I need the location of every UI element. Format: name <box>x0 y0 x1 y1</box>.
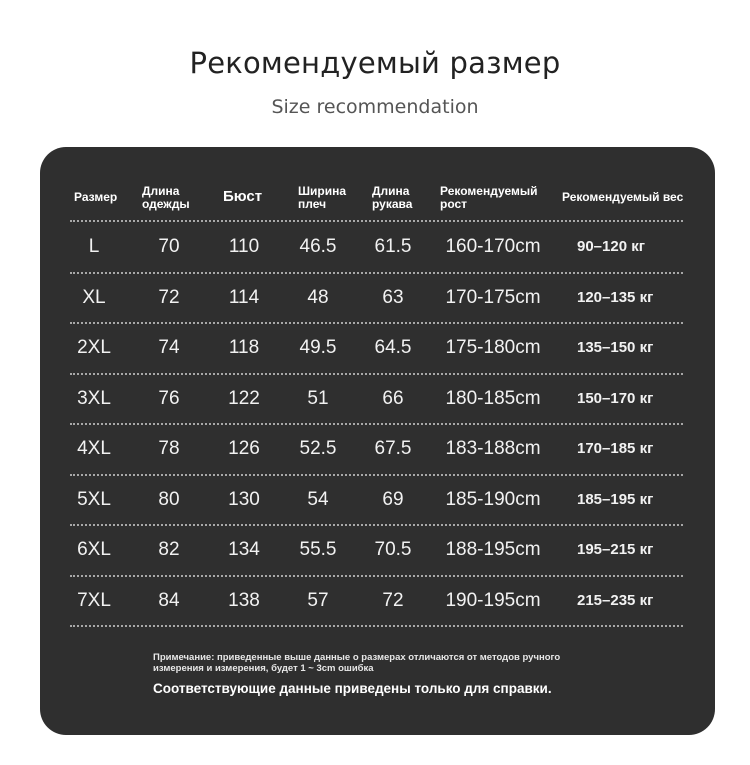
table-row <box>40 424 715 474</box>
length-cell: 70 <box>158 236 180 257</box>
bust-cell: 114 <box>228 286 260 308</box>
size-table-card <box>40 147 715 735</box>
sleeve-cell: 69 <box>382 488 404 510</box>
shoulder-cell: 51 <box>307 387 329 409</box>
shoulder-cell: 52.5 <box>299 438 337 459</box>
length-cell: 80 <box>158 488 180 510</box>
height-cell: 185-190cm <box>445 488 541 510</box>
length-cell: 76 <box>158 387 180 409</box>
height-cell: 190-195cm <box>445 589 541 611</box>
bust-cell: 122 <box>228 387 260 409</box>
weight-cell: 90–120 кг <box>577 238 645 255</box>
weight-cell: 150–170 кг <box>577 389 654 407</box>
bust-cell: 110 <box>228 236 260 257</box>
height-cell: 160-170cm <box>445 236 541 257</box>
table-row <box>40 475 715 525</box>
size-cell: 4XL <box>77 438 111 459</box>
height-cell: 183-188cm <box>445 438 541 459</box>
length-cell: 74 <box>158 337 180 358</box>
bust-cell: 130 <box>228 488 260 510</box>
weight-cell: 195–215 кг <box>577 541 654 558</box>
sleeve-cell: 72 <box>382 589 404 611</box>
header-weight: Рекомендуемый вес <box>562 190 684 204</box>
weight-cell: 135–150 кг <box>577 339 654 356</box>
length-cell: 78 <box>158 438 180 459</box>
bust-cell: 134 <box>228 539 260 560</box>
table-row <box>40 323 715 373</box>
shoulder-cell: 57 <box>307 589 329 611</box>
header-shoulder: Ширина плеч <box>298 184 347 211</box>
table-row <box>40 273 715 323</box>
header-sleeve: Длина рукава <box>372 184 413 211</box>
bust-cell: 138 <box>228 589 260 611</box>
separator <box>70 625 683 627</box>
size-cell: 7XL <box>77 589 111 611</box>
page-subtitle: Size recommendation <box>271 96 479 118</box>
note-small: Примечание: приведенные выше данные о размерах отличаются от методов ручного измерения и измерения, будет 1 ~ 3cm ошибка <box>153 652 561 674</box>
weight-cell: 120–135 кг <box>577 288 654 306</box>
weight-cell: 215–235 кг <box>577 591 654 609</box>
height-cell: 175-180cm <box>445 337 541 358</box>
length-cell: 82 <box>158 539 180 560</box>
height-cell: 170-175cm <box>445 286 541 308</box>
table-row <box>40 222 715 272</box>
sleeve-cell: 61.5 <box>374 236 412 257</box>
height-cell: 188-195cm <box>445 539 541 560</box>
sleeve-cell: 67.5 <box>374 438 412 459</box>
length-cell: 84 <box>158 589 180 611</box>
sleeve-cell: 64.5 <box>374 337 412 358</box>
sleeve-cell: 66 <box>382 387 404 409</box>
table-row <box>40 374 715 424</box>
size-cell: L <box>88 236 100 257</box>
table-row <box>40 525 715 575</box>
shoulder-cell: 48 <box>307 286 329 308</box>
note-main: Соответствующие данные приведены только для справки. <box>153 681 552 696</box>
weight-cell: 185–195 кг <box>577 490 654 508</box>
table-header <box>40 147 715 221</box>
size-cell: XL <box>82 286 106 308</box>
height-cell: 180-185cm <box>445 387 541 409</box>
size-cell: 6XL <box>77 539 111 560</box>
shoulder-cell: 55.5 <box>299 539 337 560</box>
sleeve-cell: 63 <box>382 286 404 308</box>
bust-cell: 126 <box>228 438 260 459</box>
shoulder-cell: 49.5 <box>299 337 337 358</box>
length-cell: 72 <box>158 286 180 308</box>
header-size: Размер <box>74 190 118 204</box>
page-title: Рекомендуемый размер <box>189 46 561 80</box>
weight-cell: 170–185 кг <box>577 440 654 457</box>
shoulder-cell: 54 <box>307 488 329 510</box>
sleeve-cell: 70.5 <box>374 539 412 560</box>
shoulder-cell: 46.5 <box>299 236 337 257</box>
size-cell: 3XL <box>77 387 111 409</box>
table-row <box>40 576 715 626</box>
size-cell: 5XL <box>77 488 111 510</box>
size-cell: 2XL <box>77 337 111 358</box>
bust-cell: 118 <box>228 337 260 358</box>
header-height: Рекомендуемый рост <box>440 184 538 211</box>
header-bust: Бюст <box>223 188 263 205</box>
header-length: Длина одежды <box>142 184 190 211</box>
